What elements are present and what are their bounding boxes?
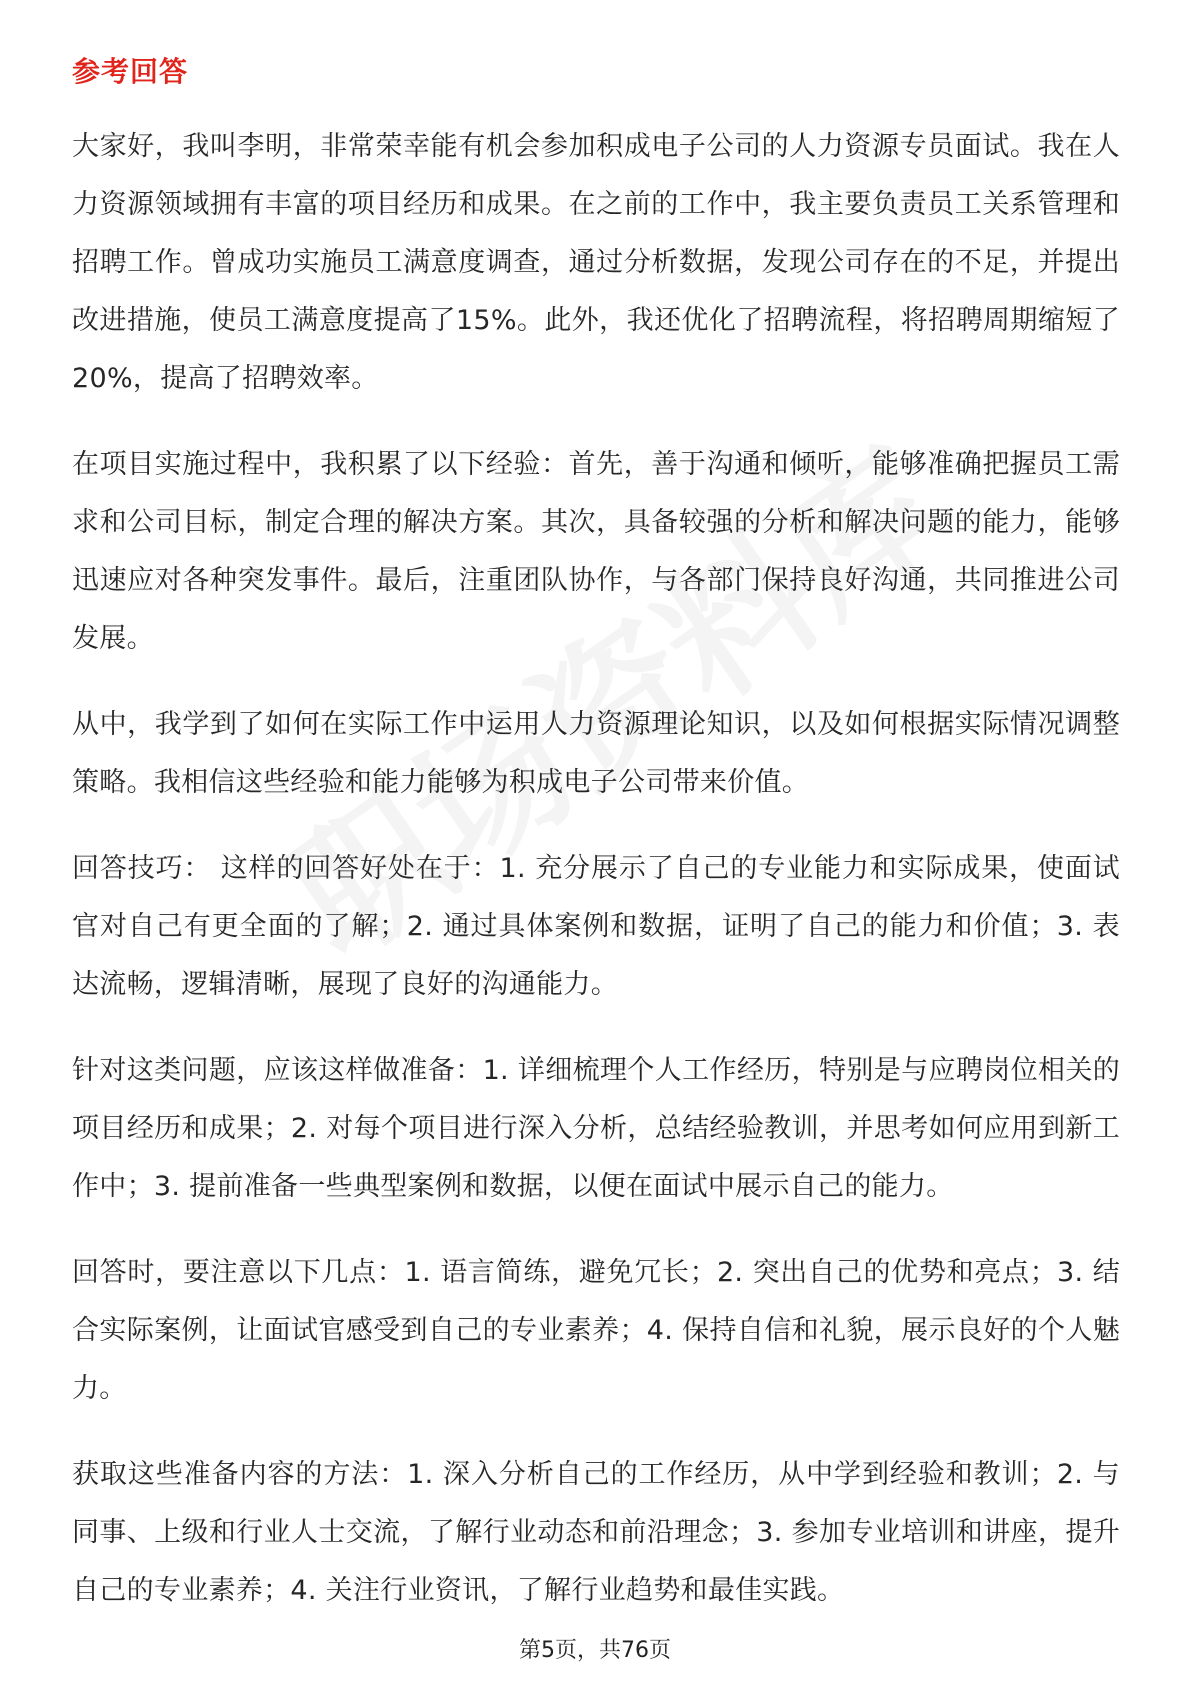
paragraph-answer-notes: 回答时，要注意以下几点：1. 语言简练，避免冗长；2. 突出自己的优势和亮点；3. 结合实际案例，让面试官感受到自己的专业素养；4. 保持自信和礼貌，展示良好的个人魅力。 xyxy=(72,1257,1120,1404)
paragraph-answer-tips: 回答技巧： 这样的回答好处在于：1. 充分展示了自己的专业能力和实际成果，使面试官对自己有更全面的了解；2. 通过具体案例和数据，证明了自己的能力和价值；3. 表达流畅，逻辑清晰，展现了良好的沟通能力。 xyxy=(72,853,1120,1000)
page-number: 第5页，共76页 xyxy=(519,1638,671,1663)
answer-body xyxy=(72,118,1120,1648)
paragraph-experience: 在项目实施过程中，我积累了以下经验：首先，善于沟通和倾听，能够准确把握员工需求和公司目标，制定合理的解决方案。其次，具备较强的分析和解决问题的能力，能够迅速应对各种突发事件。最后，注重团队协作，与各部门保持良好沟通，共同推进公司发展。 xyxy=(72,449,1120,654)
paragraph-sources: 获取这些准备内容的方法：1. 深入分析自己的工作经历，从中学到经验和教训；2. 与同事、上级和行业人士交流，了解行业动态和前沿理念；3. 参加专业培训和讲座，提升自己的专业素养；4. 关注行业资讯，了解行业趋势和最佳实践。 xyxy=(72,1459,1120,1606)
paragraph-intro: 大家好，我叫李明，非常荣幸能有机会参加积成电子公司的人力资源专员面试。我在人力资源领域拥有丰富的项目经历和成果。在之前的工作中，我主要负责员工关系管理和招聘工作。曾成功实施员工满意度调查，通过分析数据，发现公司存在的不足，并提出改进措施，使员工满意度提高了15%。此外，我还优化了招聘流程，将招聘周期缩短了20%，提高了招聘效率。 xyxy=(72,131,1120,394)
paragraph-preparation: 针对这类问题，应该这样做准备：1. 详细梳理个人工作经历，特别是与应聘岗位相关的项目经历和成果；2. 对每个项目进行深入分析，总结经验教训，并思考如何应用到新工作中；3. 提前准备一些典型案例和数据，以便在面试中展示自己的能力。 xyxy=(72,1055,1120,1202)
paragraph-lessons: 从中，我学到了如何在实际工作中运用人力资源理论知识，以及如何根据实际情况调整策略。我相信这些经验和能力能够为积成电子公司带来价值。 xyxy=(72,709,1120,798)
section-heading: 参考回答 xyxy=(72,55,189,88)
